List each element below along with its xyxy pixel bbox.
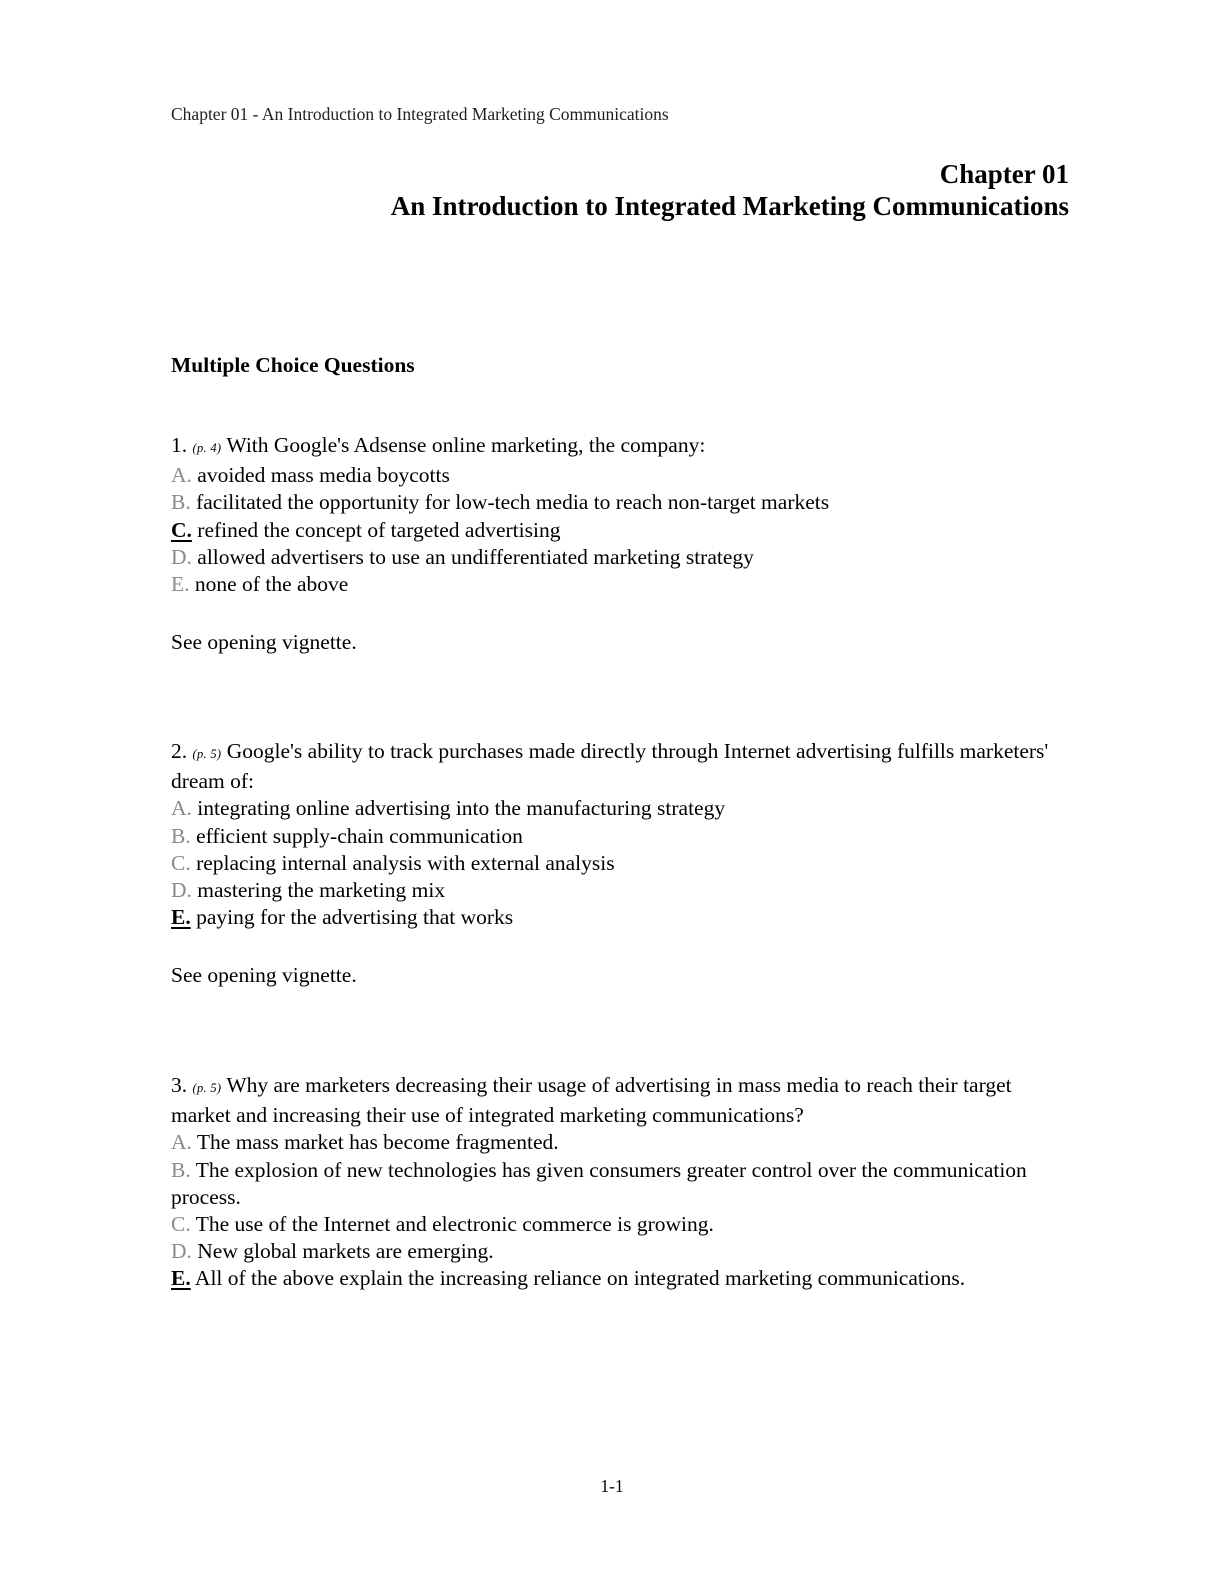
explanation: See opening vignette. — [171, 630, 357, 655]
choice-b — [171, 823, 1071, 850]
choice-a — [171, 1129, 1071, 1156]
choice-text: The use of the Internet and electronic commerce is growing. — [195, 1212, 714, 1237]
choice-text: replacing internal analysis with external analysis — [196, 850, 615, 875]
choice-letter: A. — [171, 796, 192, 821]
correct-answer-letter: E. — [171, 905, 191, 930]
question-text: With Google's Adsense online marketing, the company: — [226, 433, 706, 457]
section-heading: Multiple Choice Questions — [171, 353, 415, 377]
choice-letter: D. — [171, 1239, 192, 1264]
choice-text: avoided mass media boycotts — [197, 463, 450, 488]
choice-b — [171, 1157, 1071, 1211]
choice-a — [171, 462, 1071, 489]
choice-c — [171, 1211, 1071, 1238]
choice-c-correct — [171, 517, 1071, 544]
choice-text: facilitated the opportunity for low-tech media to reach non-target markets — [196, 490, 830, 515]
choice-text: allowed advertisers to use an undifferentiated marketing strategy — [197, 544, 754, 569]
running-header: Chapter 01 - An Introduction to Integrated Marketing Communications — [171, 104, 669, 124]
choice-e-correct — [171, 1265, 1071, 1292]
choice-letter: D. — [171, 544, 192, 569]
chapter-title — [171, 158, 1069, 222]
correct-answer-letter: C. — [171, 517, 192, 542]
question-3 — [171, 1072, 1071, 1293]
question-text: Google's ability to track purchases made directly through Internet advertising fulfills marketers' dream of: — [171, 739, 1049, 794]
correct-answer-letter: E. — [171, 1266, 191, 1291]
choice-e — [171, 571, 1071, 598]
choice-a — [171, 795, 1071, 822]
choice-text: New global markets are emerging. — [197, 1239, 494, 1264]
choice-b — [171, 489, 1071, 516]
question-stem — [171, 432, 1071, 462]
choice-letter: C. — [171, 850, 191, 875]
question-stem — [171, 738, 1071, 795]
choice-letter: A. — [171, 1130, 192, 1155]
choice-letter: B. — [171, 823, 191, 848]
choice-text: The mass market has become fragmented. — [196, 1130, 559, 1155]
question-number: 2. — [171, 739, 188, 763]
choice-text: efficient supply-chain communication — [196, 823, 523, 848]
choice-text: mastering the marketing mix — [197, 878, 446, 903]
page-reference: (p. 5) — [192, 1081, 222, 1095]
page-reference: (p. 5) — [192, 747, 222, 761]
choice-letter: C. — [171, 1212, 191, 1237]
choice-letter: E. — [171, 572, 190, 597]
choice-text: paying for the advertising that works — [196, 905, 514, 930]
question-stem — [171, 1072, 1071, 1129]
chapter-name: An Introduction to Integrated Marketing Communications — [390, 191, 1069, 221]
explanation: See opening vignette. — [171, 963, 357, 988]
question-number: 1. — [171, 433, 188, 457]
question-1 — [171, 432, 1071, 656]
choice-text: The explosion of new technologies has given consumers greater control over the communication process. — [171, 1157, 1027, 1209]
choice-text: integrating online advertising into the manufacturing strategy — [197, 796, 726, 821]
choice-text: refined the concept of targeted advertising — [197, 517, 561, 542]
choice-text: none of the above — [194, 572, 349, 597]
question-number: 3. — [171, 1073, 188, 1097]
choice-letter: B. — [171, 490, 191, 515]
question-text: Why are marketers decreasing their usage of advertising in mass media to reach their target market and increasing their use of integrated marketing communications? — [171, 1073, 1012, 1128]
page-number: 1-1 — [600, 1476, 624, 1496]
choice-text: All of the above explain the increasing reliance on integrated marketing communications. — [194, 1266, 966, 1291]
question-2 — [171, 738, 1071, 990]
choice-letter: A. — [171, 463, 192, 488]
choice-c — [171, 850, 1071, 877]
page-reference: (p. 4) — [192, 441, 222, 455]
choice-e-correct — [171, 904, 1071, 931]
choice-d — [171, 877, 1071, 904]
choice-letter: B. — [171, 1157, 191, 1182]
choice-d — [171, 544, 1071, 571]
choice-d — [171, 1238, 1071, 1265]
chapter-number: Chapter 01 — [939, 159, 1069, 189]
choice-letter: D. — [171, 878, 192, 903]
